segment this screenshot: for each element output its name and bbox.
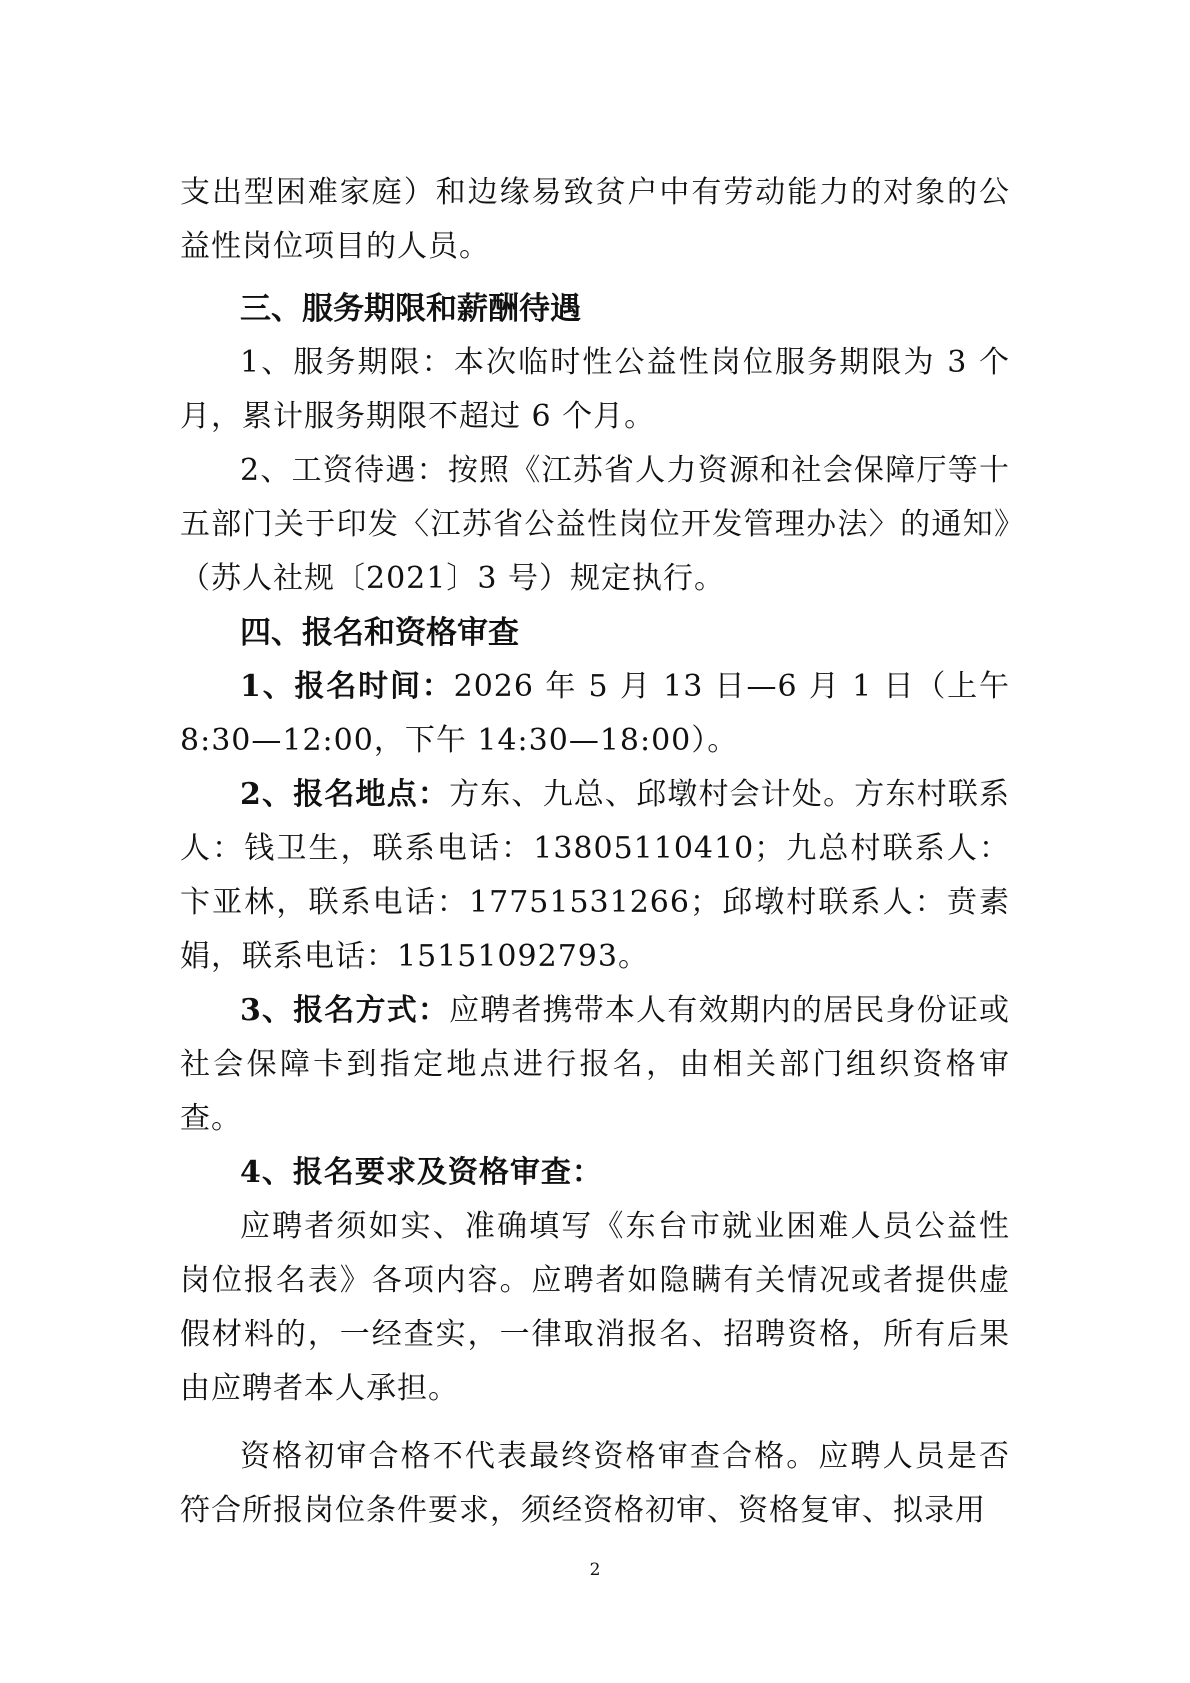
page-number: 2 xyxy=(589,1560,601,1580)
section-4-paragraph-2: 资格初审合格不代表最终资格审查合格。应聘人员是否符合所报岗位条件要求，须经资格初审、资格复审、拟录用 xyxy=(180,1439,1010,1528)
item-text: 应聘者携带本人有效期内的居民身份证或社会保障卡到指定地点进行报名，由相关部门组织资格审查。 xyxy=(180,993,1010,1136)
item-label: 1、报名时间： xyxy=(240,669,454,704)
section-3-item-2 xyxy=(180,444,1010,606)
section-4-heading: 四、报名和资格审查 xyxy=(240,615,519,651)
document-body xyxy=(180,166,1010,1538)
item-label: 1、服务期限： xyxy=(240,345,454,380)
section-3-item-1 xyxy=(180,336,1010,444)
item-label: 4、报名要求及资格审查： xyxy=(240,1155,603,1190)
item-label: 2、工资待遇： xyxy=(240,453,448,488)
section-3-heading: 三、服务期限和薪酬待遇 xyxy=(240,291,581,327)
section-4-item-4 xyxy=(180,1146,1010,1200)
item-text: 2026 年 5 月 13 日—6 月 1 日（上午 8:30—12:00，下午 14:30—18:00）。 xyxy=(180,669,1011,758)
item-text: 按照《江苏省人力资源和社会保障厅等十五部门关于印发〈江苏省公益性岗位开发管理办法〉的通知》（苏人社规〔2021〕3 号）规定执行。 xyxy=(180,453,1010,596)
item-text: 方东、九总、邱墩村会计处。方东村联系人：钱卫生，联系电话：13805110410；九总村联系人：卞亚林，联系电话：17751531266；邱墩村联系人：贲素娟，联系电话：15151092793。 xyxy=(180,777,1010,974)
item-label: 3、报名方式： xyxy=(240,993,450,1028)
item-text: 本次临时性公益性岗位服务期限为 3 个月，累计服务期限不超过 6 个月。 xyxy=(180,345,1010,434)
section-4-paragraph-1: 应聘者须如实、准确填写《东台市就业困难人员公益性岗位报名表》各项内容。应聘者如隐瞒有关情况或者提供虚假材料的，一经查实，一律取消报名、招聘资格，所有后果由应聘者本人承担。 xyxy=(180,1209,1010,1406)
lead-paragraph: 支出型困难家庭）和边缘易致贫户中有劳动能力的对象的公益性岗位项目的人员。 xyxy=(180,175,1010,264)
section-4-item-1 xyxy=(180,660,1010,768)
section-4-item-2 xyxy=(180,768,1010,984)
section-4-item-3 xyxy=(180,984,1010,1146)
item-label: 2、报名地点： xyxy=(240,777,450,812)
